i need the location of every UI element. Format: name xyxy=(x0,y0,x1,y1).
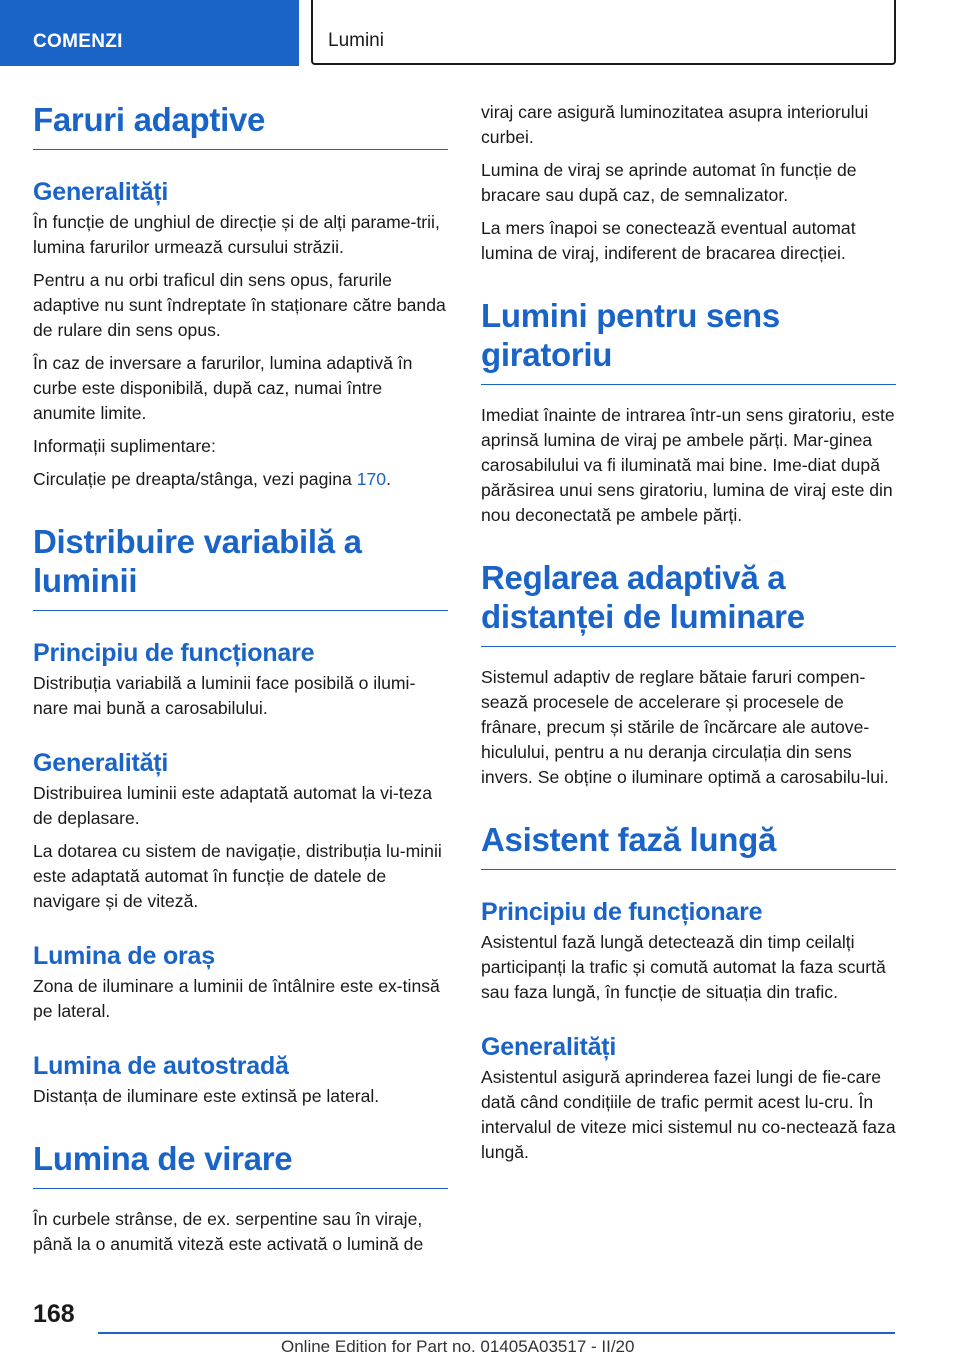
paragraph: viraj care asigură luminozitatea asupra interiorului curbei. xyxy=(481,102,869,147)
subheading-principiu: Principiu de funcționare xyxy=(33,639,315,667)
page-header xyxy=(0,0,960,66)
footer-divider xyxy=(98,1332,895,1334)
heading-faruri-adaptive: Faruri adaptive xyxy=(33,100,448,150)
heading-sens-giratoriu: Lumini pentru sens giratoriu xyxy=(481,296,896,385)
subheading-principiu: Principiu de funcționare xyxy=(481,898,763,926)
page-number: 168 xyxy=(33,1300,75,1328)
paragraph-end: . xyxy=(386,469,391,489)
footer-edition: Online Edition for Part no. 01405A03517 - II/20 xyxy=(281,1337,635,1356)
paragraph: Lumina de viraj se aprinde automat în funcție de bracare sau după caz, de semnalizator. xyxy=(481,160,857,205)
paragraph: Distribuirea luminii este adaptată automat la vi-teza de deplasare. xyxy=(33,783,432,828)
subheading-generalitati: Generalități xyxy=(33,178,169,206)
paragraph: Sistemul adaptiv de reglare bătaie faruri compen-sează procesele de accelerare și procesele de frânare, precum și stările de încărcare ale autove-hiculului, pentru a nu deranja circulația din sens invers. Se obține o iluminare optimă a carosabilu-lui. xyxy=(481,667,889,787)
heading-lumina-virare: Lumina de virare xyxy=(33,1139,448,1189)
paragraph: La dotarea cu sistem de navigație, distribuția lu-minii este adaptată automat în funcție de datele de navigare și de viteză. xyxy=(33,841,442,911)
left-column xyxy=(33,100,448,1265)
paragraph: Distribuția variabilă a luminii face posibilă o ilumi-nare mai bună a carosabilului. xyxy=(33,673,416,718)
subheading-lumina-autostrada: Lumina de autostradă xyxy=(33,1052,289,1080)
paragraph: Informații suplimentare: xyxy=(33,436,216,456)
subheading-generalitati: Generalități xyxy=(33,749,169,777)
paragraph: La mers înapoi se conectează eventual automat lumina de viraj, indiferent de bracarea direcției. xyxy=(481,218,856,263)
subheading-generalitati: Generalități xyxy=(481,1033,617,1061)
paragraph: Pentru a nu orbi traficul din sens opus, farurile adaptive nu sunt îndreptate în staționare către banda de rulare din sens opus. xyxy=(33,270,446,340)
paragraph-text: Circulație pe dreapta/stânga, vezi pagina xyxy=(33,469,357,489)
paragraph: Zona de iluminare a luminii de întâlnire este ex-tinsă pe lateral. xyxy=(33,976,440,1021)
page-link[interactable]: 170 xyxy=(356,469,387,489)
heading-distribuire-variabila: Distribuire variabilă a luminii xyxy=(33,522,448,611)
section-tab[interactable]: COMENZI xyxy=(0,0,299,66)
paragraph: În funcție de unghiul de direcție și de alți parame-trii, lumina farurilor urmează cursului străzii. xyxy=(33,212,440,257)
paragraph: Asistentul asigură aprinderea fazei lungi de fie-care dată când condițiile de trafic permit acest lu-cru. În intervalul de viteze mici sistemul nu co-nectează faza lungă. xyxy=(481,1067,896,1162)
right-column xyxy=(481,100,896,1173)
paragraph: Imediat înainte de intrarea într-un sens giratoriu, este aprinsă lumina de viraj pe ambele părți. Mar-ginea carosabilului va fi iluminată mai bine. Ime-diat după părăsirea unui sens giratoriu, lumina de viraj este din nou deconectată pe ambele părți. xyxy=(481,405,895,525)
subheading-lumina-oras: Lumina de oraș xyxy=(33,942,215,970)
paragraph: Distanța de iluminare este extinsă pe lateral. xyxy=(33,1086,380,1106)
heading-reglare-adaptiva: Reglarea adaptivă a distanței de luminare xyxy=(481,558,896,647)
heading-asistent-faza-lunga: Asistent fază lungă xyxy=(481,820,896,870)
paragraph-with-link xyxy=(33,467,448,492)
chapter-title: Lumini xyxy=(311,0,896,65)
paragraph: Asistentul fază lungă detectează din timp ceilalți participanți la trafic și comută automat la faza scurtă sau faza lungă, în funcție de situația din trafic. xyxy=(481,932,886,1002)
paragraph: În caz de inversare a farurilor, lumina adaptivă în curbe este disponibilă, după caz, numai între anumite limite. xyxy=(33,353,413,423)
paragraph: În curbele strânse, de ex. serpentine sau în viraje, până la o anumită viteză este activată o lumină de xyxy=(33,1209,424,1254)
